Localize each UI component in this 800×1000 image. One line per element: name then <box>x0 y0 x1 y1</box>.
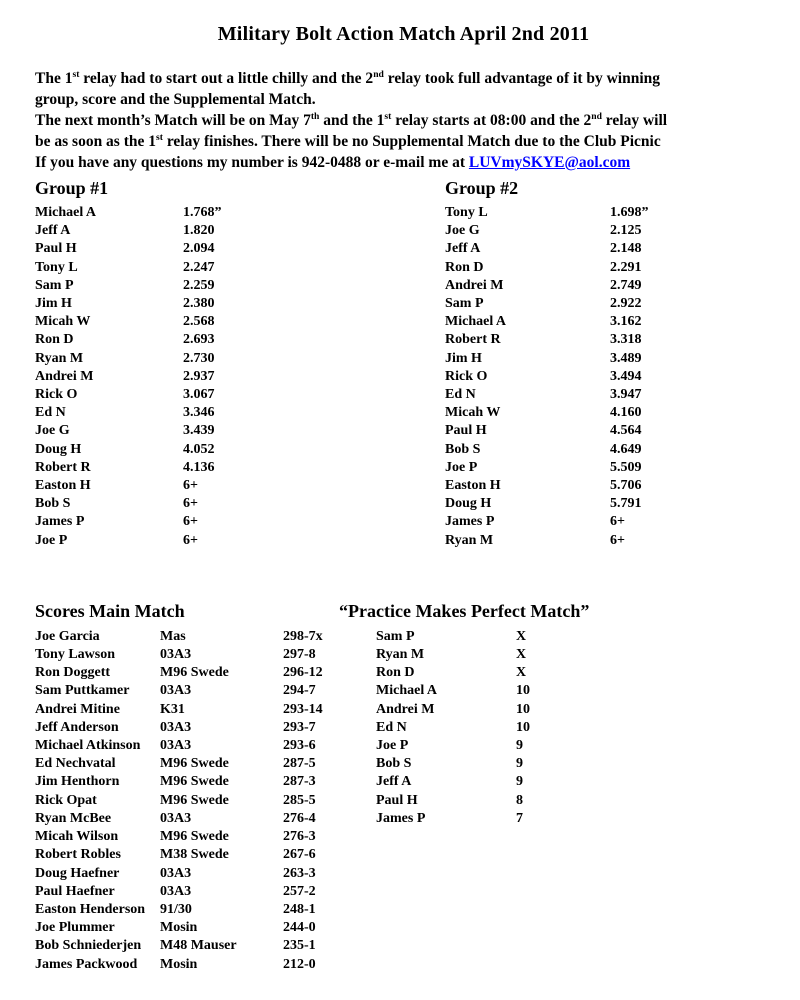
rifle-model: 03A3 <box>160 883 192 899</box>
shooter-name: Micah W <box>445 405 501 421</box>
intro-text <box>35 68 772 173</box>
table-row <box>376 810 772 828</box>
group-size-value: 3.494 <box>610 368 642 384</box>
shooter-full-name: Tony Lawson <box>35 647 116 663</box>
group-size-value: 3.162 <box>610 314 642 330</box>
shooter-name: Easton H <box>445 478 501 494</box>
shooter-name: Tony L <box>35 259 78 275</box>
practice-score-value: 8 <box>516 792 523 808</box>
group-size-value: 4.136 <box>183 459 215 475</box>
group-size-value: 4.649 <box>610 441 642 457</box>
table-row <box>35 404 445 422</box>
group-size-value: 1.768” <box>183 205 222 220</box>
group-size-value: 2.259 <box>183 277 215 293</box>
shooter-name: Paul H <box>376 792 418 808</box>
shooter-name: Paul H <box>445 423 487 439</box>
table-row <box>376 628 772 646</box>
table-row <box>376 682 772 700</box>
shooter-name: Doug H <box>35 441 82 457</box>
shooter-full-name: Andrei Mitine <box>35 701 120 717</box>
table-row <box>445 295 772 313</box>
score-value: 293-7 <box>283 719 316 735</box>
group-2-section <box>445 177 772 550</box>
table-row <box>35 422 445 440</box>
score-value: 244-0 <box>283 920 316 936</box>
shooter-full-name: Joe Plummer <box>35 920 115 936</box>
group-size-value: 6+ <box>610 532 625 548</box>
table-row <box>35 810 339 828</box>
score-value: 276-3 <box>283 829 316 845</box>
table-row <box>376 737 772 755</box>
table-row <box>376 701 772 719</box>
practice-score-value: 10 <box>516 701 530 717</box>
group-size-value: 2.291 <box>610 259 642 275</box>
table-row <box>35 441 445 459</box>
table-row <box>35 222 445 240</box>
shooter-name: Sam P <box>445 296 484 312</box>
shooter-full-name: Michael Atkinson <box>35 738 141 754</box>
score-value: 248-1 <box>283 901 316 917</box>
group-size-value: 6+ <box>183 532 198 548</box>
shooter-name: Michael A <box>376 683 438 699</box>
group-size-value: 6+ <box>183 478 198 494</box>
table-row <box>445 386 772 404</box>
table-row <box>35 331 445 349</box>
rifle-model: M96 Swede <box>160 665 229 681</box>
intro-line-3: The next month’s Match will be on May 7th and the 1st relay starts at 08:00 and the 2nd relay will <box>35 110 668 129</box>
table-row <box>376 773 772 791</box>
group-size-value: 5.791 <box>610 496 642 512</box>
table-row <box>445 222 772 240</box>
group-size-value: 3.489 <box>610 350 642 366</box>
shooter-name: Bob S <box>35 496 71 512</box>
table-row <box>445 277 772 295</box>
shooter-name: Sam P <box>35 277 74 293</box>
rifle-model: M96 Swede <box>160 792 229 808</box>
scores-main-match-list <box>35 628 339 974</box>
group-size-value: 3.318 <box>610 332 642 348</box>
table-row <box>445 204 772 222</box>
rifle-model: 91/30 <box>160 901 192 917</box>
rifle-model: K31 <box>160 701 185 717</box>
group-1-list <box>35 204 445 550</box>
table-row <box>35 701 339 719</box>
table-row <box>35 865 339 883</box>
practice-score-value: X <box>516 647 527 663</box>
shooter-name: Joe P <box>35 532 68 548</box>
group-size-value: 4.564 <box>610 423 642 439</box>
group-size-value: 6+ <box>610 514 625 530</box>
ordinal-superscript: st <box>156 131 163 143</box>
table-row <box>376 792 772 810</box>
scores-main-match-section <box>35 600 339 974</box>
shooter-name: Ron D <box>376 665 415 681</box>
practice-score-value: 10 <box>516 719 530 735</box>
shooter-name: Easton H <box>35 478 91 494</box>
shooter-full-name: Jeff Anderson <box>35 719 119 735</box>
table-row <box>445 331 772 349</box>
group-size-value: 1.820 <box>183 223 215 239</box>
group-1-section <box>35 177 445 550</box>
group-size-value: 3.439 <box>183 423 215 439</box>
shooter-name: James P <box>35 514 85 530</box>
score-value: 293-14 <box>283 701 323 717</box>
table-row <box>35 532 445 550</box>
group-2-list <box>445 204 772 550</box>
practice-score-value: 9 <box>516 738 523 754</box>
rifle-model: 03A3 <box>160 810 192 826</box>
shooter-full-name: Jim Henthorn <box>35 774 120 790</box>
intro-line-4: be as soon as the 1st relay finishes. There will be no Supplemental Match due to the Club Picnic <box>35 131 661 150</box>
group-size-value: 3.947 <box>610 387 642 403</box>
ordinal-superscript: th <box>310 110 320 122</box>
rifle-model: 03A3 <box>160 647 192 663</box>
shooter-name: Micah W <box>35 314 91 330</box>
groups-section <box>35 177 772 550</box>
table-row <box>445 422 772 440</box>
score-value: 212-0 <box>283 956 316 972</box>
shooter-name: Ed N <box>376 719 407 735</box>
table-row <box>35 277 445 295</box>
shooter-name: Ron D <box>445 259 484 275</box>
table-row <box>35 459 445 477</box>
shooter-name: Joe G <box>35 423 70 439</box>
shooter-name: Jim H <box>35 296 72 312</box>
table-row <box>35 664 339 682</box>
table-row <box>445 513 772 531</box>
shooter-name: Ed N <box>35 405 66 421</box>
group-size-value: 4.160 <box>610 405 642 421</box>
ordinal-superscript: nd <box>373 68 384 80</box>
table-row <box>35 901 339 919</box>
shooter-name: Andrei M <box>35 368 94 384</box>
score-value: 285-5 <box>283 792 316 808</box>
group-size-value: 3.346 <box>183 405 215 421</box>
table-row <box>445 313 772 331</box>
score-value: 235-1 <box>283 938 316 954</box>
score-value: 293-6 <box>283 738 316 754</box>
table-row <box>445 259 772 277</box>
practice-score-value: X <box>516 628 527 644</box>
shooter-name: Jeff A <box>445 241 481 257</box>
shooter-full-name: Easton Henderson <box>35 901 146 917</box>
table-row <box>35 495 445 513</box>
rifle-model: M48 Mauser <box>160 938 237 954</box>
practice-match-heading: “Practice Makes Perfect Match” <box>339 600 590 621</box>
group-size-value: 2.125 <box>610 223 642 239</box>
table-row <box>35 204 445 222</box>
score-value: 287-3 <box>283 774 316 790</box>
table-row <box>445 368 772 386</box>
shooter-name: Sam P <box>376 628 415 644</box>
table-row <box>35 350 445 368</box>
ordinal-superscript: st <box>384 110 392 122</box>
shooter-name: Robert R <box>445 332 501 348</box>
table-row <box>445 532 772 550</box>
group-size-value: 2.148 <box>610 241 642 257</box>
table-row <box>35 295 445 313</box>
table-row <box>35 846 339 864</box>
table-row <box>35 956 339 974</box>
table-row <box>35 386 445 404</box>
shooter-name: Paul H <box>35 241 77 257</box>
shooter-name: Ron D <box>35 332 74 348</box>
practice-score-value: 7 <box>516 810 523 826</box>
scores-main-match-heading: Scores Main Match <box>35 600 185 621</box>
table-row <box>35 937 339 955</box>
shooter-name: Ryan M <box>376 647 425 663</box>
group-size-value: 2.693 <box>183 332 215 348</box>
table-row <box>376 755 772 773</box>
shooter-name: Andrei M <box>445 277 504 293</box>
table-row <box>35 792 339 810</box>
shooter-name: Andrei M <box>376 701 435 717</box>
table-row <box>445 477 772 495</box>
intro-line-1: The 1st relay had to start out a little chilly and the 2nd relay took full advantage of it by winning <box>35 68 661 87</box>
rifle-model: 03A3 <box>160 738 192 754</box>
score-value: 294-7 <box>283 683 316 699</box>
table-row <box>35 828 339 846</box>
group-size-value: 2.922 <box>610 296 642 312</box>
practice-match-section <box>339 600 772 974</box>
intro-line-5: If you have any questions my number is 942-0488 or e-mail me at LUVmySKYE@aol.com <box>35 154 631 171</box>
table-row <box>35 628 339 646</box>
table-row <box>445 495 772 513</box>
rifle-model: M96 Swede <box>160 829 229 845</box>
group-size-value: 1.698” <box>610 205 649 220</box>
group-size-value: 5.509 <box>610 459 642 475</box>
intro-line-2: group, score and the Supplemental Match. <box>35 91 316 108</box>
group-size-value: 2.568 <box>183 314 215 330</box>
page-title: Military Bolt Action Match April 2nd 2011 <box>217 23 590 45</box>
email-link[interactable]: LUVmySKYE@aol.com <box>468 154 631 171</box>
shooter-name: Jim H <box>445 350 482 366</box>
shooter-full-name: Micah Wilson <box>35 829 119 845</box>
rifle-model: M96 Swede <box>160 774 229 790</box>
ordinal-superscript: st <box>72 68 80 80</box>
shooter-name: Ed N <box>445 387 476 403</box>
shooter-name: Tony L <box>445 205 488 220</box>
shooter-full-name: Joe Garcia <box>35 628 100 644</box>
rifle-model: Mas <box>160 628 186 644</box>
group-size-value: 3.067 <box>183 387 215 403</box>
shooter-full-name: Rick Opat <box>35 792 97 808</box>
group-size-value: 2.937 <box>183 368 215 384</box>
table-row <box>35 368 445 386</box>
group-size-value: 4.052 <box>183 441 215 457</box>
score-value: 297-8 <box>283 647 316 663</box>
shooter-full-name: Ryan McBee <box>35 810 112 826</box>
shooter-name: Ryan M <box>35 350 84 366</box>
shooter-name: Robert R <box>35 459 91 475</box>
shooter-full-name: Paul Haefner <box>35 883 115 899</box>
practice-score-value: 9 <box>516 756 523 772</box>
shooter-name: Rick O <box>35 387 78 403</box>
table-row <box>445 441 772 459</box>
shooter-name: James P <box>445 514 495 530</box>
shooter-name: Joe G <box>445 223 480 239</box>
group-size-value: 2.094 <box>183 241 215 257</box>
group-size-value: 2.749 <box>610 277 642 293</box>
practice-score-value: X <box>516 665 527 681</box>
table-row <box>445 350 772 368</box>
shooter-name: Bob S <box>376 756 412 772</box>
table-row <box>35 313 445 331</box>
shooter-full-name: Ed Nechvatal <box>35 756 116 772</box>
ordinal-superscript: nd <box>591 110 602 122</box>
shooter-name: Joe P <box>376 738 409 754</box>
shooter-name: Ryan M <box>445 532 494 548</box>
shooter-name: Bob S <box>445 441 481 457</box>
rifle-model: Mosin <box>160 920 198 936</box>
shooter-name: Joe P <box>445 459 478 475</box>
table-row <box>35 773 339 791</box>
rifle-model: 03A3 <box>160 865 192 881</box>
table-row <box>445 459 772 477</box>
practice-match-list <box>376 628 772 828</box>
table-row <box>35 755 339 773</box>
table-row <box>35 883 339 901</box>
table-row <box>376 646 772 664</box>
shooter-full-name: Robert Robles <box>35 847 121 863</box>
rifle-model: M96 Swede <box>160 756 229 772</box>
rifle-model: 03A3 <box>160 683 192 699</box>
shooter-name: Rick O <box>445 368 488 384</box>
score-value: 296-12 <box>283 665 323 681</box>
table-row <box>35 477 445 495</box>
shooter-name: James P <box>376 810 426 826</box>
group-1-heading: Group #1 <box>35 178 109 198</box>
shooter-full-name: Ron Doggett <box>35 665 111 681</box>
scores-section <box>35 600 772 974</box>
table-row <box>445 404 772 422</box>
shooter-name: Doug H <box>445 496 492 512</box>
group-size-value: 2.247 <box>183 259 215 275</box>
score-value: 267-6 <box>283 847 316 863</box>
table-row <box>35 719 339 737</box>
table-row <box>35 919 339 937</box>
group-size-value: 5.706 <box>610 478 642 494</box>
rifle-model: M38 Swede <box>160 847 229 863</box>
table-row <box>35 240 445 258</box>
practice-score-value: 9 <box>516 774 523 790</box>
rifle-model: 03A3 <box>160 719 192 735</box>
group-size-value: 6+ <box>183 514 198 530</box>
group-size-value: 2.730 <box>183 350 215 366</box>
score-value: 276-4 <box>283 810 316 826</box>
shooter-full-name: Doug Haefner <box>35 865 120 881</box>
shooter-name: Jeff A <box>35 223 71 239</box>
score-value: 287-5 <box>283 756 316 772</box>
table-row <box>35 682 339 700</box>
table-row <box>445 240 772 258</box>
rifle-model: Mosin <box>160 956 198 972</box>
shooter-name: Jeff A <box>376 774 412 790</box>
group-size-value: 6+ <box>183 496 198 512</box>
table-row <box>35 737 339 755</box>
table-row <box>376 664 772 682</box>
score-value: 298-7x <box>283 628 323 644</box>
shooter-name: Michael A <box>35 205 97 220</box>
table-row <box>35 259 445 277</box>
score-value: 257-2 <box>283 883 316 899</box>
shooter-name: Michael A <box>445 314 507 330</box>
shooter-full-name: Sam Puttkamer <box>35 683 130 699</box>
score-value: 263-3 <box>283 865 316 881</box>
table-row <box>35 513 445 531</box>
group-size-value: 2.380 <box>183 296 215 312</box>
table-row <box>376 719 772 737</box>
table-row <box>35 646 339 664</box>
shooter-full-name: James Packwood <box>35 956 138 972</box>
shooter-full-name: Bob Schniederjen <box>35 938 142 954</box>
group-2-heading: Group #2 <box>445 178 519 198</box>
practice-score-value: 10 <box>516 683 530 699</box>
